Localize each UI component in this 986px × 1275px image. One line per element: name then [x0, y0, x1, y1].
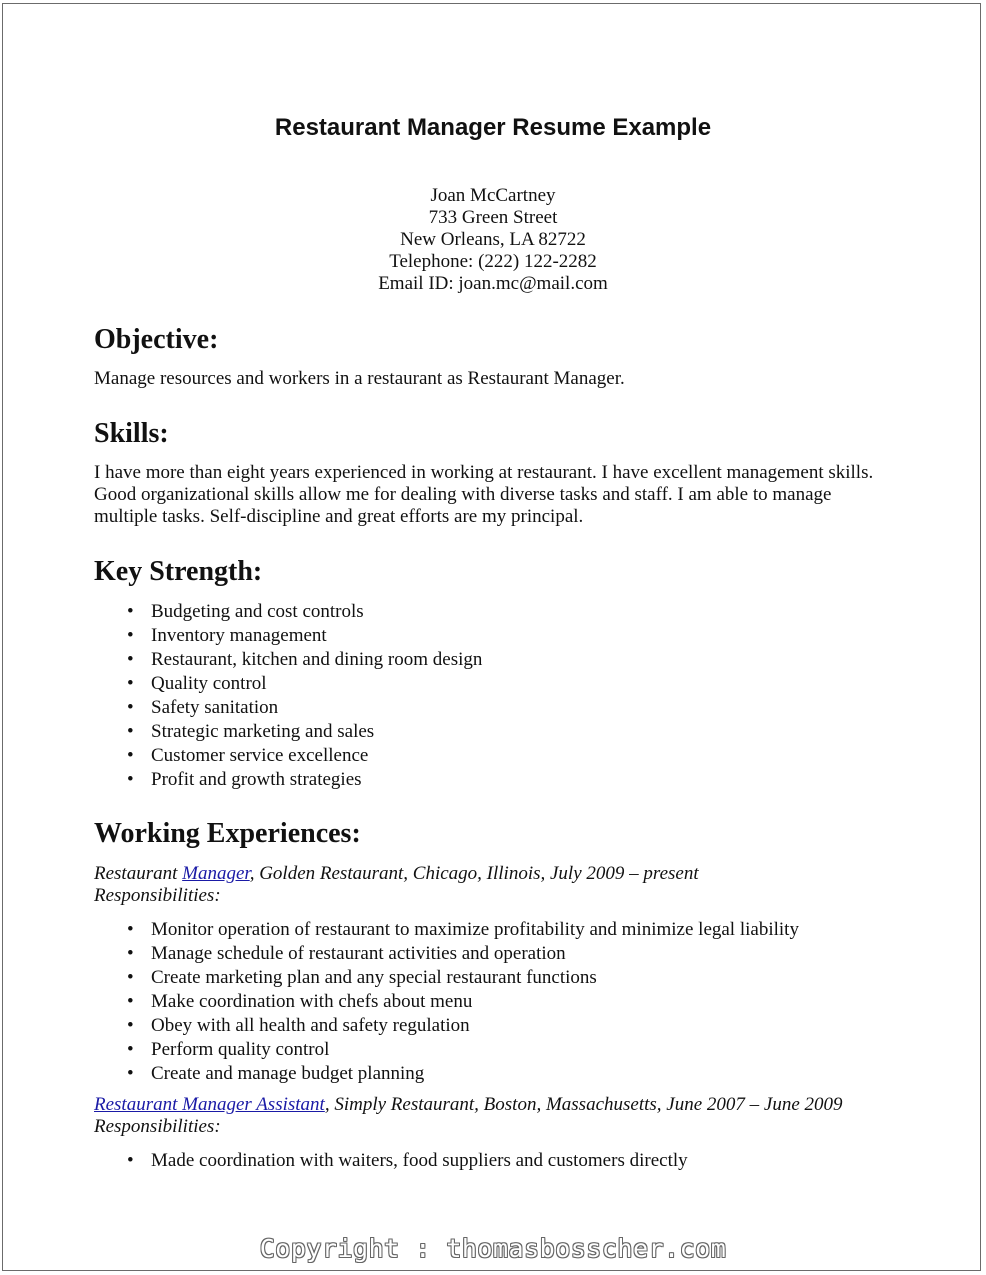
job-title-link[interactable]: Manager [182, 863, 250, 884]
list-item [94, 1038, 799, 1062]
contact-email: Email ID: joan.mc@mail.com [378, 273, 608, 294]
bullet-icon: • [127, 1039, 134, 1060]
list-item-text: Quality control [151, 673, 267, 694]
bullet-icon: • [127, 697, 134, 718]
list-item [94, 768, 482, 792]
copyright-watermark: Copyright : thomasbosscher.com [259, 1234, 727, 1263]
list-item [94, 648, 482, 672]
bullet-icon: • [127, 601, 134, 622]
key-strength-heading: Key Strength: [94, 556, 263, 587]
objective-heading: Objective: [94, 324, 219, 355]
list-item [94, 672, 482, 696]
job-1-responsibilities [94, 918, 799, 1086]
list-item [94, 1062, 799, 1086]
list-item [94, 696, 482, 720]
list-item-text: Restaurant, kitchen and dining room design [151, 649, 483, 670]
bullet-icon: • [127, 1150, 134, 1171]
skills-line: Good organizational skills allow me for dealing with diverse tasks and staff. I am able to manage [94, 484, 832, 505]
list-item [94, 600, 482, 624]
list-item-text: Strategic marketing and sales [151, 721, 375, 742]
contact-telephone: Telephone: (222) 122-2282 [389, 251, 597, 272]
list-item-text: Perform quality control [151, 1039, 330, 1060]
job-details: , Golden Restaurant, Chicago, Illinois, July 2009 – present [249, 863, 699, 884]
list-item [94, 918, 799, 942]
list-item-text: Create marketing plan and any special restaurant functions [151, 967, 597, 988]
list-item-text: Inventory management [151, 625, 327, 646]
list-item [94, 624, 482, 648]
job-2-responsibilities [94, 1149, 688, 1173]
job-details: , Simply Restaurant, Boston, Massachusetts, June 2007 – June 2009 [324, 1094, 843, 1115]
list-item-text: Monitor operation of restaurant to maximize profitability and minimize legal liability [151, 919, 799, 940]
skills-text [94, 462, 914, 528]
contact-name: Joan McCartney [430, 185, 556, 206]
list-item-text: Budgeting and cost controls [151, 601, 364, 622]
bullet-icon: • [127, 1063, 134, 1084]
skills-heading: Skills: [94, 418, 169, 449]
responsibilities-label: Responsibilities: [94, 885, 221, 906]
list-item-text: Customer service excellence [151, 745, 369, 766]
list-item-text: Make coordination with chefs about menu [151, 991, 473, 1012]
bullet-icon: • [127, 1015, 134, 1036]
skills-line: I have more than eight years experienced in working at restaurant. I have excellent management skills. [94, 462, 874, 483]
bullet-icon: • [127, 673, 134, 694]
contact-street: 733 Green Street [428, 207, 558, 228]
bullet-icon: • [127, 649, 134, 670]
bullet-icon: • [127, 721, 134, 742]
contact-city: New Orleans, LA 82722 [400, 229, 586, 250]
list-item-text: Made coordination with waiters, food suppliers and customers directly [151, 1150, 688, 1171]
bullet-icon: • [127, 991, 134, 1012]
list-item [94, 966, 799, 990]
job-title-link[interactable]: Restaurant Manager Assistant [94, 1094, 325, 1115]
list-item-text: Profit and growth strategies [151, 769, 362, 790]
list-item-text: Safety sanitation [151, 697, 279, 718]
objective-text: Manage resources and workers in a restaurant as Restaurant Manager. [94, 368, 625, 389]
list-item-text: Obey with all health and safety regulation [151, 1015, 470, 1036]
bullet-icon: • [127, 919, 134, 940]
bullet-icon: • [127, 943, 134, 964]
list-item [94, 744, 482, 768]
list-item [94, 990, 799, 1014]
contact-block [0, 185, 986, 295]
job-title-line [94, 863, 699, 885]
job-entry-1 [94, 863, 699, 907]
bullet-icon: • [127, 745, 134, 766]
key-strength-list [94, 600, 482, 792]
list-item [94, 942, 799, 966]
document-title: Restaurant Manager Resume Example [274, 114, 712, 141]
job-entry-2 [94, 1094, 843, 1138]
list-item [94, 720, 482, 744]
list-item-text: Create and manage budget planning [151, 1063, 425, 1084]
list-item-text: Manage schedule of restaurant activities and operation [151, 943, 566, 964]
job-title-prefix: Restaurant [94, 863, 183, 884]
job-title-line [94, 1094, 843, 1116]
bullet-icon: • [127, 625, 134, 646]
list-item [94, 1149, 688, 1173]
skills-line: multiple tasks. Self-discipline and great efforts are my principal. [94, 506, 584, 527]
responsibilities-label: Responsibilities: [94, 1116, 221, 1137]
bullet-icon: • [127, 769, 134, 790]
experience-heading: Working Experiences: [94, 818, 361, 849]
bullet-icon: • [127, 967, 134, 988]
list-item [94, 1014, 799, 1038]
